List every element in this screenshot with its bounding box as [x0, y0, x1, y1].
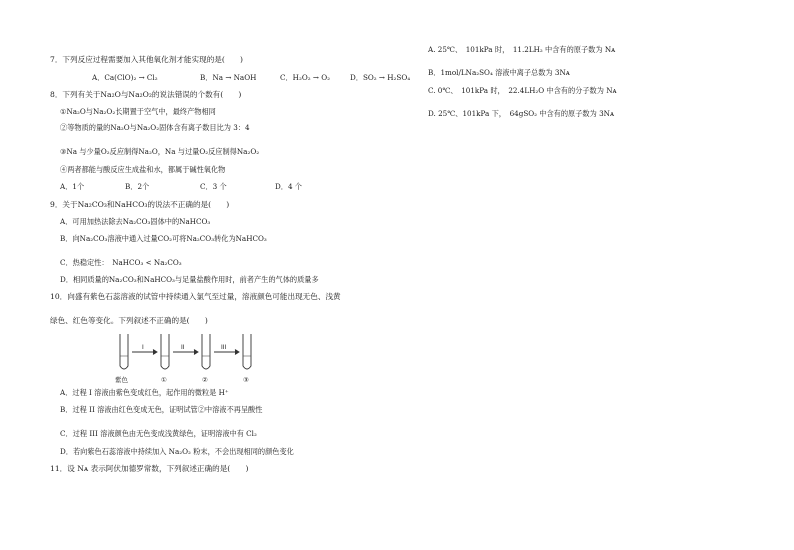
question-7-stem: 7．下列反应过程需要加入其他氧化剂才能实现的是( ) — [50, 55, 244, 64]
question-7-option-a: A．Ca(ClO)₂ → Cl₂ — [92, 73, 158, 82]
question-10-stem-line-2: 绿色、红色等变化。下列叙述不正确的是( ) — [50, 316, 208, 325]
question-7-option-b: B．Na → NaOH — [200, 73, 257, 82]
tube-label-1: ① — [161, 376, 167, 384]
question-8-item-1: ①Na₂O与Na₂O₂长期置于空气中，最终产物相同 — [60, 107, 216, 116]
test-tube-3 — [243, 334, 251, 369]
test-tube-purple — [120, 334, 128, 369]
arrow-3-head — [235, 350, 239, 355]
arrow-label-3: III — [221, 344, 227, 351]
question-10-option-d: D．若向紫色石蕊溶液中持续加入 Na₂O₂ 粉末，不会出现相同的颜色变化 — [60, 447, 294, 456]
question-8-option-c: C．3 个 — [200, 182, 227, 191]
question-8-stem: 8．下列有关于Na₂O与Na₂O₂的说法错误的个数有( ) — [50, 90, 242, 99]
arrow-2-head — [194, 350, 198, 355]
question-7-option-d: D．SO₂ → H₂SO₄ — [350, 73, 411, 82]
question-8-option-a: A．1个 — [60, 182, 85, 191]
question-10-stem-line-1: 10．向盛有紫色石蕊溶液的试管中持续通入氯气至过量，溶液颜色可能出现无色、浅黄 — [50, 292, 341, 301]
question-10-option-b: B．过程 II 溶液由红色变成无色，证明试管②中溶液不再呈酸性 — [60, 405, 263, 414]
question-11-option-d: D. 25℃、101kPa 下， 64gSO₂ 中含有的原子数为 3Nᴀ — [428, 109, 615, 118]
test-tube-diagram — [112, 330, 262, 385]
question-8-item-4: ④两者都能与酸反应生成盐和水，都属于碱性氧化物 — [60, 165, 226, 174]
question-8-item-2: ②等物质的量的Na₂O与Na₂O₂固体含有离子数目比为 3：4 — [60, 123, 250, 132]
question-8-option-d: D．4 个 — [275, 182, 302, 191]
test-tube-1 — [161, 334, 169, 369]
question-9-option-c: C．热稳定性： NaHCO₃ < Na₂CO₃ — [60, 258, 182, 267]
question-8-item-3: ③Na 与少量O₂反应制得Na₂O，Na 与过量O₂反应制得Na₂O₂ — [60, 147, 260, 156]
arrow-label-1: I — [142, 344, 144, 351]
question-10-option-c: C．过程 III 溶液颜色由无色变成浅黄绿色，证明溶液中有 Cl₂ — [60, 429, 257, 438]
tube-label-3: ③ — [243, 376, 249, 384]
question-7-option-c: C．H₂O₂ → O₂ — [280, 73, 330, 82]
question-9-option-d: D．相同质量的Na₂CO₃和NaHCO₃与足量盐酸作用时，前者产生的气体的质量多 — [60, 275, 319, 284]
question-9-option-b: B．向Na₂CO₃溶液中通入过量CO₂可将Na₂CO₃转化为NaHCO₃ — [60, 234, 267, 243]
question-10-option-a: A．过程 I 溶液由紫色变成红色，起作用的微粒是 H⁺ — [60, 388, 229, 397]
arrow-1-head — [153, 350, 157, 355]
question-9-option-a: A．可用加热法除去Na₂CO₃固体中的NaHCO₃ — [60, 217, 211, 226]
question-11-option-b: B．1mol/LNa₂SO₄ 溶液中离子总数为 3Nᴀ — [428, 68, 570, 77]
question-9-stem: 9．关于Na₂CO₃和NaHCO₃的说法不正确的是( ) — [50, 200, 230, 209]
tube-label-2: ② — [202, 376, 208, 384]
question-11-option-a: A. 25℃、 101kPa 时， 11.2LH₂ 中含有的原子数为 Nᴀ — [428, 45, 616, 54]
question-11-stem: 11．设 Nᴀ 表示阿伏加德罗常数，下列叙述正确的是( ) — [50, 464, 249, 473]
tube-label-purple: 紫色 — [115, 376, 128, 384]
question-8-option-b: B．2个 — [125, 182, 150, 191]
question-11-option-c: C. 0℃、 101kPa 时， 22.4LH₂O 中含有的分子数为 Nᴀ — [428, 86, 617, 95]
test-tube-2 — [202, 334, 210, 369]
arrow-label-2: II — [181, 344, 185, 351]
